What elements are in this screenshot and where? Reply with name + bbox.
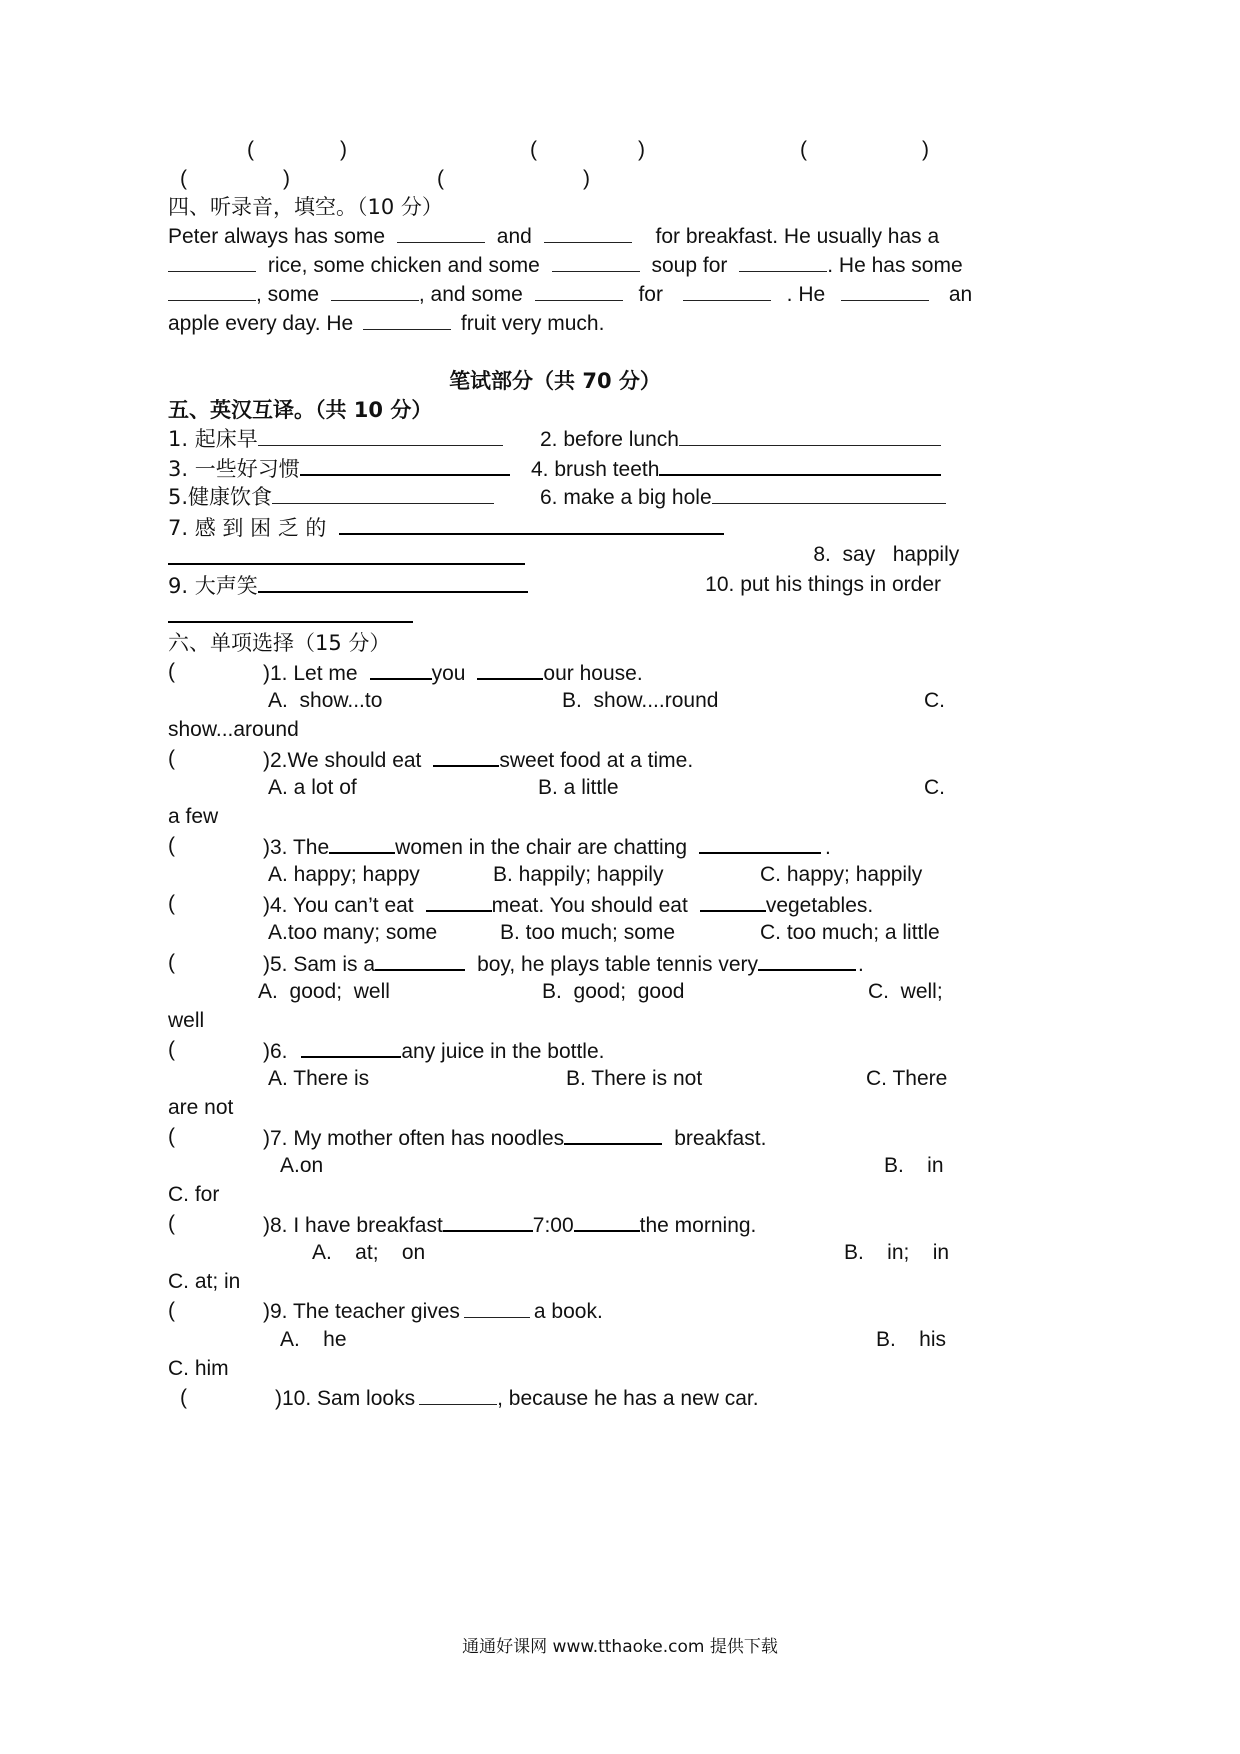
- question-stem: [263, 1210, 756, 1240]
- option-c: C. happy; happily: [760, 863, 923, 886]
- answer-paren-close: ): [263, 1214, 270, 1237]
- text: , and some: [418, 283, 523, 306]
- answer-paren-open[interactable]: (: [168, 747, 175, 770]
- item-number: 5.: [168, 485, 189, 509]
- fill-blank[interactable]: [552, 251, 640, 272]
- answer-paren-open[interactable]: (: [180, 1386, 187, 1409]
- answer-blank-item-10[interactable]: [168, 621, 413, 623]
- item-text: 起床早: [194, 427, 258, 451]
- option-c: show...around: [168, 718, 299, 741]
- section-4-line-4: [168, 309, 604, 338]
- fill-blank[interactable]: [301, 1036, 401, 1058]
- answer-paren-close: ): [263, 1040, 270, 1063]
- answer-blank[interactable]: [272, 483, 494, 504]
- stem-text: You can’t eat: [292, 894, 414, 917]
- stem-text: breakfast.: [674, 1127, 767, 1150]
- answer-paren-open[interactable]: (: [168, 834, 175, 857]
- option-c: well: [168, 1009, 205, 1032]
- open-paren: (: [180, 167, 187, 190]
- option-c: a few: [168, 805, 219, 828]
- stem-text: vegetables.: [765, 894, 874, 917]
- item-text: make a big hole: [563, 486, 712, 509]
- translate-item-6: [540, 483, 946, 512]
- question-stem: [263, 1297, 603, 1326]
- section-6-heading: 六、单项选择（15 分）: [168, 631, 391, 655]
- answer-paren-close: ): [263, 1300, 270, 1323]
- option-b: B. his: [876, 1328, 947, 1351]
- item-text: 大声笑: [194, 574, 258, 598]
- item-number: 4.: [531, 458, 549, 481]
- option-b: B. show....round: [562, 689, 719, 712]
- text: apple every day. He: [168, 312, 354, 335]
- close-paren: ): [922, 138, 929, 161]
- translate-item-10: [641, 571, 941, 599]
- item-text: 一些好习惯: [194, 457, 300, 481]
- option-c: C. him: [168, 1357, 229, 1380]
- section-5-heading: 五、英汉互译。（共 10 分）: [168, 398, 433, 422]
- item-number: 8.: [813, 543, 831, 566]
- fill-blank[interactable]: [433, 745, 499, 767]
- translate-item-1: [168, 425, 503, 453]
- open-paren: (: [437, 167, 444, 190]
- stem-text: , because he has a new car.: [497, 1387, 759, 1410]
- answer-paren-open[interactable]: (: [168, 1038, 175, 1061]
- fill-blank[interactable]: [544, 222, 632, 243]
- text: fruit very much.: [460, 312, 605, 335]
- question-number: 8.: [270, 1214, 288, 1237]
- fill-blank[interactable]: [758, 949, 856, 971]
- fill-blank[interactable]: [331, 280, 419, 301]
- item-text: brush teeth: [554, 458, 660, 481]
- question-number: 9.: [270, 1300, 288, 1323]
- section-4-line-1: [168, 222, 941, 251]
- option-c: C. for: [168, 1183, 220, 1206]
- option-b: B. good; good: [542, 980, 685, 1003]
- answer-paren-close: ): [263, 894, 270, 917]
- fill-blank[interactable]: [464, 1297, 530, 1318]
- option-c: C. at; in: [168, 1270, 241, 1293]
- question-number: 4.: [270, 894, 288, 917]
- option-a: A. happy; happy: [268, 863, 420, 886]
- question-stem: [263, 1036, 605, 1066]
- answer-blank[interactable]: [679, 425, 941, 446]
- text: an: [948, 283, 973, 306]
- option-b: B. happily; happily: [493, 863, 664, 886]
- answer-blank[interactable]: [258, 425, 503, 446]
- question-stem: [263, 949, 864, 979]
- fill-blank[interactable]: [397, 222, 485, 243]
- answer-blank-item-8[interactable]: [168, 563, 525, 565]
- text: rice, some chicken and some: [267, 254, 540, 277]
- fill-blank[interactable]: [419, 1384, 497, 1405]
- option-b: B. in: [884, 1154, 944, 1177]
- answer-paren-close: ): [263, 749, 270, 772]
- item-text: put his things in order: [740, 573, 941, 596]
- fill-blank[interactable]: [564, 1123, 662, 1145]
- question-number: 7.: [270, 1127, 288, 1150]
- option-b: B. in; in: [844, 1241, 950, 1264]
- option-a: A.on: [280, 1154, 324, 1177]
- item-number: 9.: [168, 574, 189, 598]
- option-c: C.: [924, 689, 945, 712]
- text: . He has some: [827, 254, 963, 277]
- question-number: 10.: [282, 1387, 312, 1410]
- stem-text: The: [292, 836, 330, 859]
- option-a: A. show...to: [268, 689, 383, 712]
- answer-blank[interactable]: [300, 454, 510, 476]
- item-text: 健康饮食: [188, 485, 273, 509]
- stem-text: you: [431, 662, 466, 685]
- text: . He: [786, 283, 826, 306]
- footer-watermark: 通通好课网 www.tthaoke.com 提供下载: [462, 1637, 778, 1657]
- fill-blank[interactable]: [477, 658, 543, 680]
- question-number: 2.: [270, 749, 288, 772]
- fill-blank[interactable]: [375, 949, 465, 971]
- close-paren: ): [638, 138, 645, 161]
- fill-blank[interactable]: [739, 251, 827, 272]
- fill-blank[interactable]: [841, 280, 929, 301]
- stem-text: My mother often has noodles: [293, 1127, 565, 1150]
- option-b: B. too much; some: [500, 921, 676, 944]
- fill-blank[interactable]: [535, 280, 623, 301]
- written-part-title: 笔试部分（共 70 分）: [449, 369, 661, 393]
- answer-paren-open[interactable]: (: [168, 892, 175, 915]
- stem-text: Sam is a: [293, 953, 376, 976]
- option-a: A. good; well: [258, 980, 390, 1003]
- fill-blank[interactable]: [683, 280, 771, 301]
- answer-blank[interactable]: [258, 571, 528, 593]
- item-number: 6.: [540, 486, 558, 509]
- answer-paren-close: ): [263, 662, 270, 685]
- stem-text: We should eat: [287, 749, 422, 772]
- translate-item-4: [531, 454, 941, 484]
- fill-blank[interactable]: [443, 1210, 533, 1232]
- open-paren: (: [247, 138, 254, 161]
- option-b: B. a little: [538, 776, 619, 799]
- text: , some: [256, 283, 320, 306]
- option-c: C. too much; a little: [760, 921, 940, 944]
- item-number: 2.: [540, 428, 558, 451]
- fill-blank[interactable]: [370, 658, 432, 680]
- stem-text: The teacher gives: [292, 1300, 460, 1323]
- option-c: C. well;: [868, 980, 943, 1003]
- question-number: 1.: [270, 662, 288, 685]
- answer-paren-close: ): [263, 953, 270, 976]
- answer-paren-open[interactable]: (: [168, 951, 175, 974]
- question-stem: [263, 890, 873, 920]
- question-number: 3.: [270, 836, 288, 859]
- item-text: before lunch: [563, 428, 679, 451]
- answer-paren-close: ): [263, 836, 270, 859]
- stem-text: meat. You should eat: [491, 894, 688, 917]
- answer-paren-close: ): [263, 1127, 270, 1150]
- fill-blank[interactable]: [699, 832, 821, 854]
- question-stem: [275, 1384, 759, 1413]
- text: soup for: [651, 254, 728, 277]
- question-stem: [263, 1123, 766, 1153]
- option-c: C.: [924, 776, 945, 799]
- stem-text: sweet food at a time.: [499, 749, 694, 772]
- option-a: A. There is: [268, 1067, 370, 1090]
- option-c: are not: [168, 1096, 234, 1119]
- question-number: 6.: [270, 1040, 288, 1063]
- item-text: say happily: [842, 543, 960, 566]
- stem-text: I have breakfast: [293, 1214, 443, 1237]
- answer-paren-open[interactable]: (: [168, 1212, 175, 1235]
- option-a: A. he: [280, 1328, 347, 1351]
- option-b: B. There is not: [566, 1067, 703, 1090]
- stem-text: .: [825, 836, 831, 859]
- question-stem: [263, 745, 693, 775]
- fill-blank[interactable]: [168, 251, 256, 272]
- text: and: [496, 225, 532, 248]
- stem-text: the morning.: [639, 1214, 757, 1237]
- fill-blank[interactable]: [363, 309, 451, 330]
- section-4-line-3: [168, 280, 972, 309]
- fill-blank[interactable]: [700, 890, 766, 912]
- answer-blank[interactable]: [659, 454, 941, 476]
- open-paren: (: [800, 138, 807, 161]
- question-stem: [263, 832, 831, 862]
- stem-text: a book.: [533, 1300, 603, 1323]
- fill-blank[interactable]: [426, 890, 492, 912]
- close-paren: ): [283, 167, 290, 190]
- answer-paren-open[interactable]: (: [168, 1125, 175, 1148]
- close-paren: ): [583, 167, 590, 190]
- stem-text: any juice in the bottle.: [401, 1040, 605, 1063]
- translate-item-7: [168, 513, 724, 542]
- option-c: C. There: [866, 1067, 948, 1090]
- answer-blank[interactable]: [712, 483, 946, 504]
- option-a: A. at; on: [312, 1241, 426, 1264]
- question-number: 5.: [270, 953, 288, 976]
- fill-blank[interactable]: [329, 832, 395, 854]
- answer-paren-open[interactable]: (: [168, 660, 175, 683]
- item-text: 感 到 困 乏 的: [194, 516, 327, 540]
- close-paren: ): [340, 138, 347, 161]
- option-a: A.too many; some: [268, 921, 438, 944]
- section-4-heading: 四、听录音，填空。（10 分）: [168, 195, 443, 219]
- stem-text: Sam looks: [317, 1387, 416, 1410]
- text: for: [638, 283, 663, 306]
- text: Peter always has some: [168, 225, 386, 248]
- answer-paren-open[interactable]: (: [168, 1299, 175, 1322]
- translate-item-2: [540, 425, 941, 454]
- fill-blank[interactable]: [168, 280, 256, 301]
- open-paren: (: [530, 138, 537, 161]
- text: for breakfast. He usually has a: [655, 225, 940, 248]
- stem-text: our house.: [543, 662, 643, 685]
- translate-item-3: [168, 454, 510, 483]
- stem-text: .: [858, 953, 864, 976]
- stem-text: 7:00: [532, 1214, 574, 1237]
- item-number: 10.: [705, 573, 735, 596]
- item-number: 3.: [168, 457, 189, 481]
- option-a: A. a lot of: [268, 776, 357, 799]
- stem-text: Let me: [293, 662, 358, 685]
- section-4-line-2: [168, 251, 963, 280]
- translate-item-5: [168, 483, 494, 511]
- answer-blank[interactable]: [339, 513, 724, 535]
- item-number: 1.: [168, 427, 189, 451]
- translate-item-9: [168, 571, 528, 600]
- stem-text: women in the chair are chatting: [395, 836, 687, 859]
- stem-text: boy, he plays table tennis very: [477, 953, 758, 976]
- question-stem: [263, 658, 643, 688]
- fill-blank[interactable]: [574, 1210, 640, 1232]
- answer-paren-close: ): [275, 1387, 282, 1410]
- item-number: 7.: [168, 516, 189, 540]
